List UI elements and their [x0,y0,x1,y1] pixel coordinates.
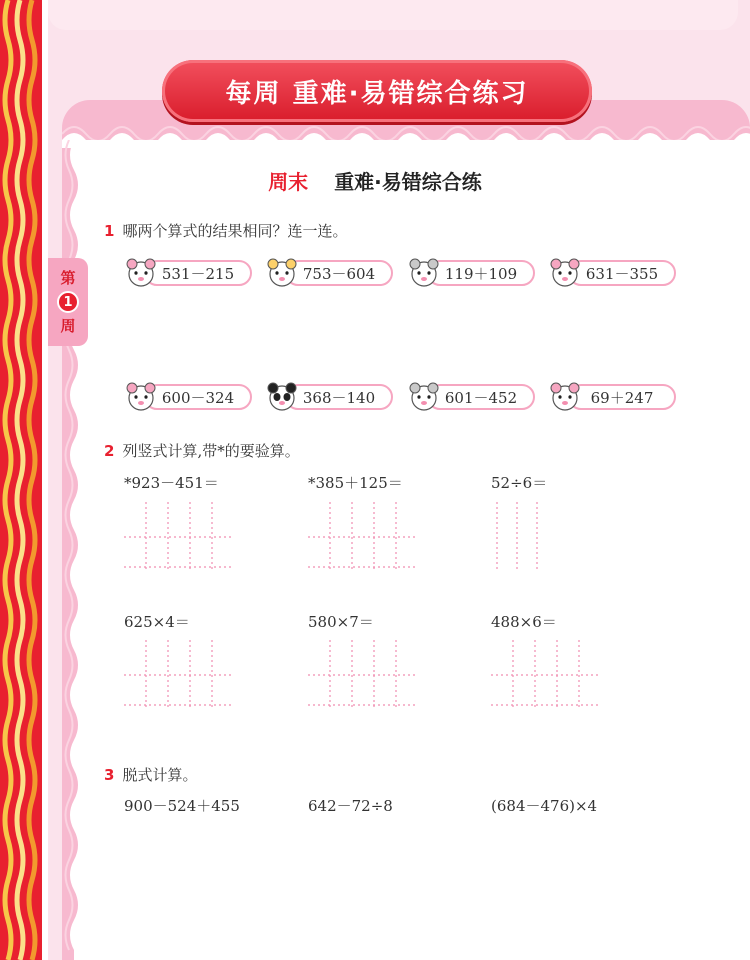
vertical-calc-expr: 488×6＝ [491,613,557,631]
expression-text: 631－355 [568,260,676,286]
panda-icon [265,380,299,414]
expression-text: 69＋247 [568,384,676,410]
expression-text: 753－604 [285,260,393,286]
kitten-icon [407,380,441,414]
expression-capsule[interactable] [548,256,678,290]
expression-capsule[interactable] [124,380,254,414]
top-band [48,0,750,40]
expression-text: 601－452 [427,384,535,410]
vertical-calc-expr: 52÷6＝ [491,474,548,492]
banner-title: 每周 重难·易错综合练习 [225,78,529,109]
calc-grid [124,502,234,572]
question-1 [104,220,347,241]
expression-capsule[interactable] [265,380,395,414]
calc-grid [124,640,234,710]
expression-text: 531－215 [144,260,252,286]
expression-capsule[interactable] [407,256,537,290]
cat-icon [407,256,441,290]
expression-text: 119＋109 [427,260,535,286]
vertical-calc-expr: *385＋125＝ [308,474,403,492]
question-1-number: 1 [104,222,115,240]
question-2-prompt: 列竖式计算,带*的要验算。 [122,442,300,460]
section-title-text: 重难·易错综合练 [334,170,482,194]
question-1-prompt: 哪两个算式的结果相同？连一连。 [122,222,348,240]
mouse-icon [548,380,582,414]
step-calc-expr: 642－72÷8 [308,797,393,815]
calc-grid [308,502,418,572]
vertical-calc-expr: *923－451＝ [124,474,219,492]
question-2 [104,440,300,461]
calc-grid [491,502,551,572]
side-tab-bottom: 周 [60,317,76,335]
question-3-number: 3 [104,766,115,784]
expression-text: 368－140 [285,384,393,410]
elephant-icon [124,380,158,414]
calc-grid [308,640,418,710]
question-3-prompt: 脱式计算。 [122,766,198,784]
expression-text: 600－324 [144,384,252,410]
side-tab-number: 1 [57,291,79,313]
side-tab-top: 第 [60,269,76,287]
expression-capsule[interactable] [265,256,395,290]
expression-capsule[interactable] [548,380,678,414]
vertical-calc-expr: 625×4＝ [124,613,190,631]
header-banner [162,60,592,122]
calc-grid [491,640,601,710]
question-2-number: 2 [104,442,115,460]
vertical-calc-expr: 580×7＝ [308,613,374,631]
fox-icon [548,256,582,290]
section-accent: 周末 [268,170,309,194]
week-side-tab [48,258,88,346]
section-title [0,166,750,195]
expression-capsule[interactable] [407,380,537,414]
expression-capsule[interactable] [124,256,254,290]
question-3 [104,764,197,785]
left-decorative-border [0,0,48,960]
cow-icon [124,256,158,290]
chick-icon [265,256,299,290]
step-calc-expr: 900－524＋455 [124,797,240,815]
step-calc-expr: (684－476)×4 [491,797,598,815]
